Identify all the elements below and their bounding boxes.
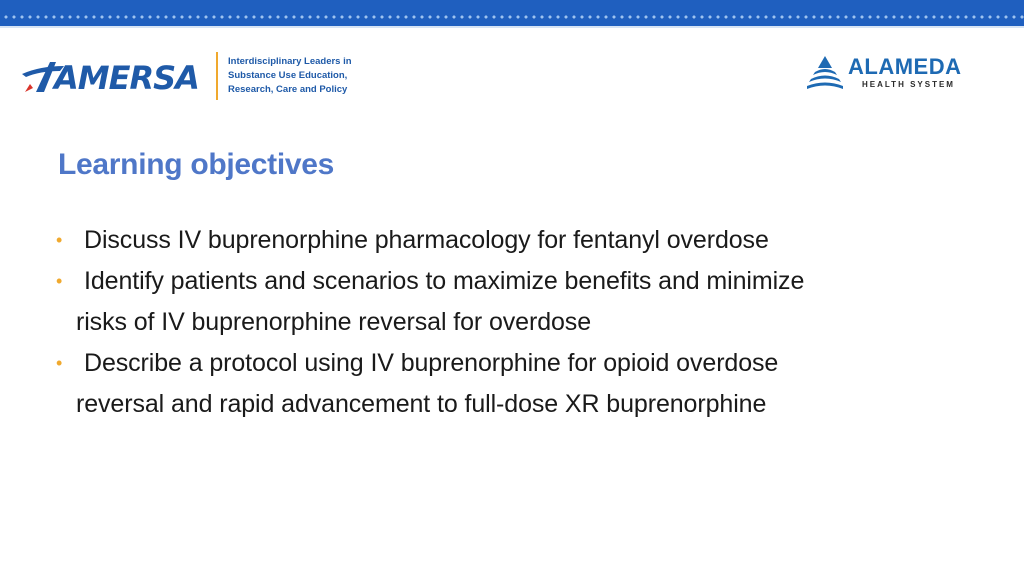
list-item-line: Describe a protocol using IV buprenorphine for opioid overdose [84, 349, 779, 377]
dotted-line-decoration [0, 15, 1024, 19]
bullet-dot-icon: • [56, 230, 63, 250]
list-item [56, 343, 976, 425]
amersa-tagline-line: Research, Care and Policy [228, 84, 348, 95]
list-item-line: Discuss IV buprenorphine pharmacology for fentanyl overdose [84, 226, 769, 254]
list-item-text [76, 343, 976, 425]
top-bar-edge [0, 26, 1024, 28]
bullet-dot-icon: • [56, 353, 63, 373]
alameda-subtitle: HEALTH SYSTEM [862, 80, 955, 89]
list-item [56, 220, 976, 261]
list-item-text [76, 220, 976, 261]
amersa-wordmark: AMERSA [54, 59, 199, 97]
list-item [56, 261, 976, 343]
alameda-logo [806, 54, 986, 94]
alameda-wave-triangle-icon [806, 54, 844, 90]
objectives-list [56, 220, 976, 425]
amersa-tagline-line: Substance Use Education, [228, 70, 348, 81]
list-item-line: Identify patients and scenarios to maximize benefits and minimize [84, 267, 805, 295]
list-item-text [76, 261, 976, 343]
bullet-dot-icon: • [56, 271, 63, 291]
slide-title: Learning objectives [58, 148, 335, 181]
alameda-name: ALAMEDA [848, 54, 962, 79]
top-decorative-bar [0, 0, 1024, 28]
amersa-tagline-line: Interdisciplinary Leaders in [228, 56, 352, 67]
amersa-logo [20, 52, 352, 102]
list-item-line: reversal and rapid advancement to full-dose XR buprenorphine [76, 390, 767, 418]
list-item-line: risks of IV buprenorphine reversal for overdose [76, 308, 592, 336]
logo-divider [216, 52, 218, 100]
amersa-tagline [228, 55, 368, 97]
